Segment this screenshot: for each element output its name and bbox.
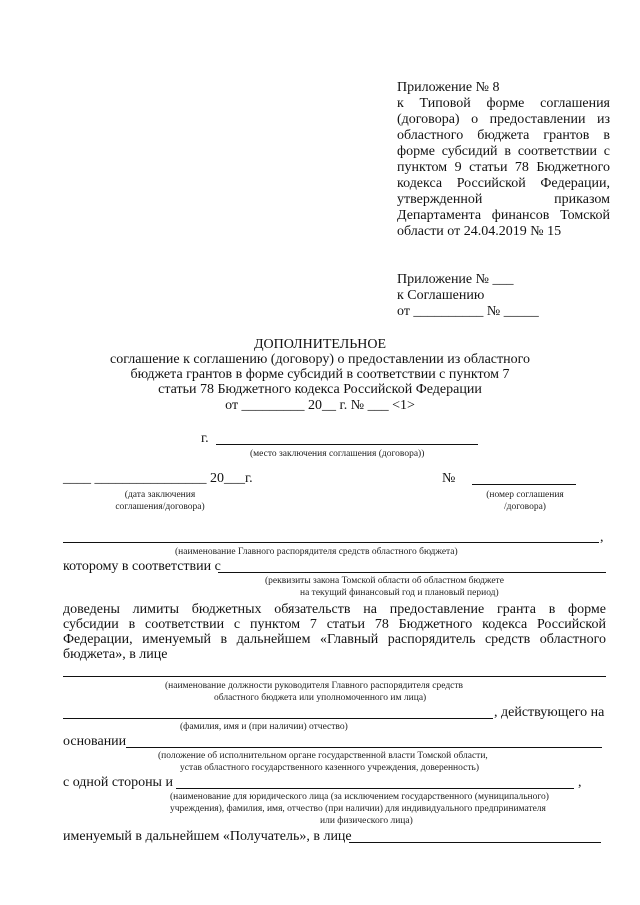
appendix-line: пунктом 9 статьи 78 Бюджетного xyxy=(397,160,610,175)
appendix-line: Департамента финансов Томской xyxy=(397,208,610,223)
appendix-line: Приложение № 8 xyxy=(397,80,500,95)
position-caption: областного бюджета или уполномоченного им лица) xyxy=(214,693,427,703)
basis-label: основании xyxy=(63,734,127,749)
basis-field[interactable] xyxy=(126,747,602,748)
place-prefix: г. xyxy=(201,431,209,446)
title-line: статьи 78 Бюджетного кодекса Российской Федерации xyxy=(158,382,482,397)
number-sign: № xyxy=(442,471,456,486)
basis-caption: устав областного государственного казенного учреждения, доверенность) xyxy=(180,763,479,773)
law-caption: на текущий финансовый год и плановый период) xyxy=(300,588,499,598)
position-caption: (наименование должности руководителя Главного распорядителя средств xyxy=(165,681,464,691)
comma: , xyxy=(600,530,604,545)
recipient-caption: учреждения), фамилия, имя, отчество (при наличии) для индивидуального предпринимателя xyxy=(170,804,546,814)
paragraph-line: Федерации, именуемый в дальнейшем «Главный распорядитель средств областного xyxy=(63,632,606,647)
who-label: которому в соответствии с xyxy=(63,559,221,574)
grbs-caption: (наименование Главного распорядителя средств областного бюджета) xyxy=(175,547,458,557)
paragraph-line: субсидии в соответствии с пунктом 7 статьи 78 Бюджетного кодекса Российской xyxy=(63,617,606,632)
appendix-line: утвержденной приказом xyxy=(397,192,610,207)
position-field[interactable] xyxy=(63,676,606,677)
agreement-ref-line: от __________ № _____ xyxy=(397,304,539,319)
comma: , xyxy=(578,775,582,790)
title-line: от _________ 20__ г. № ___ <1> xyxy=(225,398,415,413)
grbs-field[interactable] xyxy=(63,542,599,543)
date-field[interactable]: ____ ________________ 20___г. xyxy=(63,471,253,486)
recipient-caption: или физического лица) xyxy=(320,816,413,826)
recipient-caption: (наименование для юридического лица (за исключением государственного (муниципального) xyxy=(170,792,549,802)
recipient-representative-field[interactable] xyxy=(349,842,601,843)
law-field[interactable] xyxy=(218,572,606,573)
number-field[interactable] xyxy=(472,484,576,485)
agreement-ref-line: к Соглашению xyxy=(397,288,485,303)
appendix-line: (договора) о предоставлении из xyxy=(397,112,610,127)
appendix-line: форме субсидий в соответствии с xyxy=(397,144,610,159)
recipient-field[interactable] xyxy=(176,788,574,789)
basis-caption: (положение об исполнительном органе государственной власти Томской области, xyxy=(158,751,488,761)
appendix-line: к Типовой форме соглашения xyxy=(397,96,610,111)
place-caption: (место заключения соглашения (договора)) xyxy=(250,449,425,459)
title-line: ДОПОЛНИТЕЛЬНОЕ xyxy=(253,337,387,352)
appendix-line: областного бюджета грантов в xyxy=(397,128,610,143)
number-caption: /договора) xyxy=(504,502,546,512)
title-line: соглашение к соглашению (договору) о предоставлении из областного xyxy=(109,352,531,367)
one-side-label: с одной стороны и xyxy=(63,775,173,790)
number-caption: (номер соглашения xyxy=(486,490,564,500)
paragraph-line: бюджета», в лице xyxy=(63,647,168,662)
date-caption: соглашения/договора) xyxy=(115,502,205,512)
agreement-ref-line: Приложение № ___ xyxy=(397,272,514,287)
paragraph-line: доведены лимиты бюджетных обязательств на предоставление гранта в форме xyxy=(63,602,606,617)
date-caption: (дата заключения xyxy=(124,490,196,500)
appendix-line: кодекса Российской Федерации, xyxy=(397,176,610,191)
place-field[interactable] xyxy=(216,444,478,445)
fio-caption: (фамилия, имя и (при наличии) отчество) xyxy=(180,722,348,732)
title-line: бюджета грантов в форме субсидий в соответствии с пунктом 7 xyxy=(130,367,510,382)
law-caption: (реквизиты закона Томской области об областном бюджете xyxy=(265,576,504,586)
recipient-named-label: именуемый в дальнейшем «Получатель», в лице xyxy=(63,829,352,844)
fio-field[interactable] xyxy=(63,718,493,719)
appendix-line: области от 24.04.2019 № 15 xyxy=(397,224,562,239)
acting-label: , действующего на xyxy=(494,705,605,720)
